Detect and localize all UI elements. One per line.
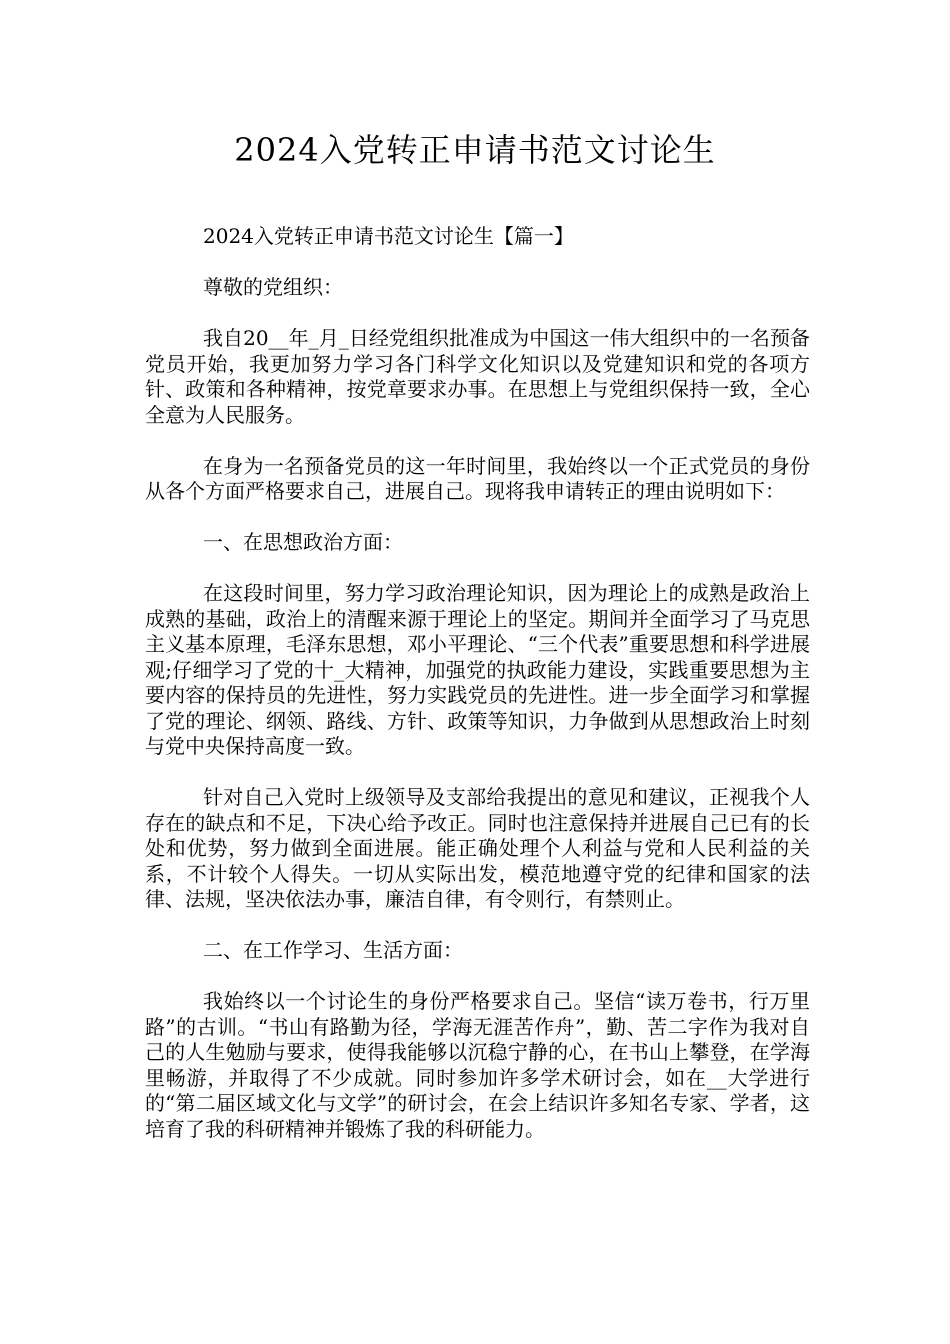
document-title: 2024入党转正申请书范文讨论生 (234, 131, 716, 169)
subsection-heading: 二、在工作学习、生活方面： (203, 938, 463, 962)
document-body (145, 224, 810, 1168)
paragraph: 在身为一名预备党员的这一年时间里，我始终以一个正式党员的身份从各个方面严格要求自己，进展自己。现将我申请转正的理由说明如下： (145, 453, 810, 503)
paragraph: 在这段时间里，努力学习政治理论知识，因为理论上的成熟是政治上成熟的基础，政治上的清醒来源于理论上的坚定。期间并全面学习了马克思主义基本原理，毛泽东思想，邓小平理论、“三个代表”重要思想和科学进展观;仔细学习了党的十_大精神，加强党的执政能力建设，实践重要思想为主要内容的保持员的先进性，努力实践党员的先进性。进一步全面学习和掌握了党的理论、纲领、路线、方针、政策等知识，力争做到从思想政治上时刻与党中央保持高度一致。 (145, 581, 810, 758)
section-heading: 2024入党转正申请书范文讨论生【篇一】 (203, 224, 574, 248)
subsection-heading: 一、在思想政治方面： (203, 530, 403, 554)
paragraph: 针对自己入党时上级领导及支部给我提出的意见和建议，正视我个人存在的缺点和不足，下决心给予改正。同时也注意保持并进展自己已有的长处和优势，努力做到全面进展。能正确处理个人利益与党和人民利益的关系，不计较个人得失。一切从实际出发，模范地遵守党的纪律和国家的法律、法规，坚决依法办事，廉洁自律，有令则行，有禁则止。 (145, 785, 810, 911)
paragraph: 我始终以一个讨论生的身份严格要求自己。坚信“读万卷书，行万里路”的古训。“书山有路勤为径，学海无涯苦作舟”，勤、苦二字作为我对自己的人生勉励与要求，使得我能够以沉稳宁静的心，在书山上攀登，在学海里畅游，并取得了不少成就。同时参加许多学术研讨会，如在__大学进行的“第二届区域文化与文学”的研讨会，在会上结识许多知名专家、学者，这培育了我的科研精神并锻炼了我的科研能力。 (145, 989, 810, 1141)
paragraph: 我自20__年_月_日经党组织批准成为中国这一伟大组织中的一名预备党员开始，我更加努力学习各门科学文化知识以及党建知识和党的各项方针、政策和各种精神，按党章要求办事。在思想上与党组织保持一致，全心全意为人民服务。 (145, 326, 810, 427)
salutation: 尊敬的党组织： (203, 275, 343, 299)
